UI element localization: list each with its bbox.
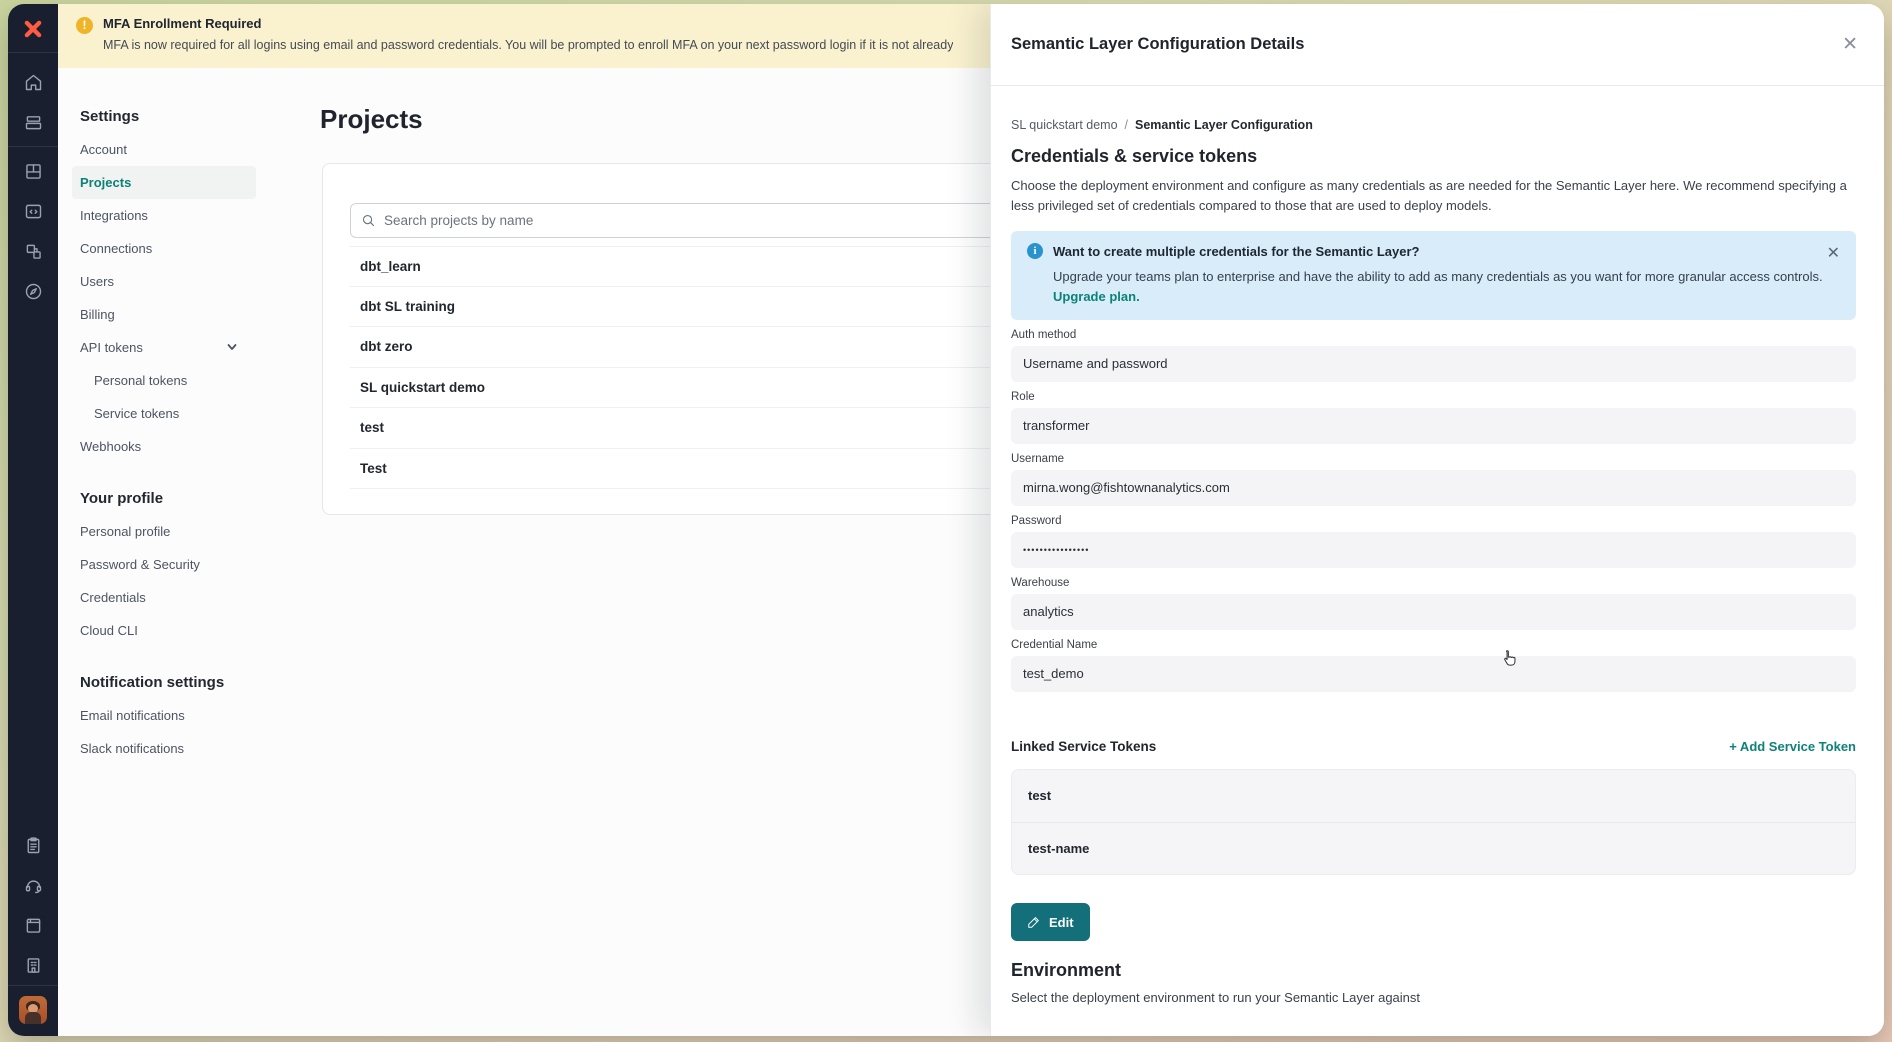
clipboard-icon[interactable]: [8, 825, 58, 865]
banner-title: MFA Enrollment Required: [103, 16, 262, 31]
sidebar-item-password-security[interactable]: Password & Security: [80, 557, 200, 572]
sidebar-item-billing[interactable]: Billing: [80, 307, 115, 322]
sidebar-item-personal-tokens[interactable]: Personal tokens: [94, 373, 188, 388]
your-profile-heading: Your profile: [80, 490, 164, 507]
project-search[interactable]: [350, 203, 1050, 238]
breadcrumb: [1011, 118, 1856, 132]
sidebar-item-service-tokens[interactable]: Service tokens: [94, 406, 180, 421]
organization-icon[interactable]: [8, 945, 58, 985]
add-service-token-button[interactable]: + Add Service Token: [1729, 739, 1856, 754]
semantic-layer-panel: [990, 4, 1884, 1036]
field-label: Auth method: [1011, 329, 1077, 341]
warning-icon: !: [76, 17, 93, 34]
sidebar-item-credentials[interactable]: Credentials: [80, 590, 146, 605]
field-value: transformer: [1011, 408, 1856, 444]
sidebar-item-slack-notifications[interactable]: Slack notifications: [80, 741, 185, 756]
panel-body: [991, 86, 1884, 1036]
breadcrumb-current: Semantic Layer Configuration: [1135, 118, 1313, 132]
field-label: Username: [1011, 453, 1065, 465]
panel-header: [991, 4, 1884, 86]
notification-settings-heading: Notification settings: [80, 674, 225, 691]
docs-icon[interactable]: [8, 905, 58, 945]
settings-nav: [80, 100, 256, 765]
field-label: Warehouse: [1011, 577, 1070, 589]
project-row[interactable]: dbt SL training: [350, 287, 1174, 328]
explore-icon[interactable]: [8, 271, 58, 311]
service-tokens-list: [1011, 769, 1856, 875]
info-icon: i: [1027, 243, 1043, 259]
panel-title: Semantic Layer Configuration Details: [1011, 35, 1305, 53]
search-input[interactable]: [384, 213, 1039, 228]
info-title: Want to create multiple credentials for the Semantic Layer?: [1053, 243, 1420, 259]
info-body-text: Upgrade your teams plan to enterprise and have the ability to add as many credentials as you want for more granular access controls.: [1053, 269, 1823, 284]
section-description: Choose the deployment environment and configure as many credentials as are needed for the Semantic Layer here. We recommend specifying a less privileged set of credentials compared to those that are used to deploy models.: [1011, 178, 1847, 213]
field-password: [1011, 515, 1856, 568]
field-value: test_demo: [1011, 656, 1856, 692]
environment-description: Select the deployment environment to run your Semantic Layer against: [1011, 990, 1421, 1005]
edit-button[interactable]: [1011, 903, 1090, 941]
rail-divider: [8, 985, 58, 986]
dbt-logo[interactable]: [16, 12, 50, 46]
project-row[interactable]: Test: [350, 449, 1174, 490]
deploy-icon[interactable]: [8, 102, 58, 142]
develop-icon[interactable]: [8, 191, 58, 231]
info-body: [1053, 267, 1840, 306]
home-icon[interactable]: [8, 62, 58, 102]
projects-icon[interactable]: [8, 231, 58, 271]
upgrade-plan-link[interactable]: Upgrade plan.: [1053, 288, 1140, 304]
field-value: Username and password: [1011, 346, 1856, 382]
banner-message: MFA is now required for all logins using email and password credentials. You will be prompted to enroll MFA on your next password login if it is not already: [103, 38, 954, 52]
field-value: ••••••••••••••••: [1011, 532, 1856, 568]
service-token-row[interactable]: test-name: [1012, 822, 1855, 874]
rail-divider: [8, 52, 58, 53]
sidebar-item-email-notifications[interactable]: Email notifications: [80, 708, 185, 723]
sidebar-item-webhooks[interactable]: Webhooks: [80, 439, 142, 454]
search-icon: [361, 213, 376, 228]
project-row[interactable]: dbt zero: [350, 327, 1174, 368]
rail-divider: [8, 146, 58, 147]
field-label: Credential Name: [1011, 639, 1098, 651]
sidebar-item-connections[interactable]: Connections: [80, 241, 153, 256]
project-row[interactable]: dbt_learn: [350, 246, 1174, 287]
sidebar-item-projects[interactable]: Projects: [72, 166, 256, 199]
field-auth-method: [1011, 329, 1856, 382]
field-value: analytics: [1011, 594, 1856, 630]
api-tokens-label: API tokens: [80, 340, 143, 355]
sidebar-item-account[interactable]: Account: [80, 142, 127, 157]
sidebar-item-api-tokens[interactable]: [80, 331, 256, 364]
app-rail: [8, 4, 58, 1036]
app-window: [8, 4, 1884, 1036]
sidebar-item-cloud-cli[interactable]: Cloud CLI: [80, 623, 138, 638]
user-avatar[interactable]: [19, 996, 47, 1024]
project-row[interactable]: test: [350, 408, 1174, 449]
sidebar-item-users[interactable]: Users: [80, 274, 114, 289]
settings-heading: Settings: [80, 108, 140, 125]
field-label: Role: [1011, 391, 1035, 403]
sidebar-item-personal-profile[interactable]: Personal profile: [80, 524, 171, 539]
close-icon[interactable]: ✕: [1826, 245, 1840, 262]
section-title: Credentials & service tokens: [1011, 146, 1258, 166]
breadcrumb-separator: /: [1124, 118, 1129, 132]
edit-button-label: Edit: [1049, 914, 1074, 930]
upgrade-info-alert: [1011, 231, 1856, 320]
service-token-row[interactable]: test: [1028, 788, 1052, 803]
sidebar-item-integrations[interactable]: Integrations: [80, 208, 148, 223]
field-label: Password: [1011, 515, 1062, 527]
linked-service-tokens-heading: Linked Service Tokens: [1011, 739, 1157, 754]
field-credential-name: [1011, 639, 1856, 692]
environment-title: Environment: [1011, 960, 1122, 980]
field-username: [1011, 453, 1856, 506]
chevron-down-icon: [226, 341, 238, 353]
close-icon[interactable]: ✕: [1842, 34, 1858, 55]
field-value: mirna.wong@fishtownanalytics.com: [1011, 470, 1856, 506]
field-role: [1011, 391, 1856, 444]
project-row[interactable]: SL quickstart demo: [350, 368, 1174, 409]
breadcrumb-parent[interactable]: SL quickstart demo: [1011, 118, 1118, 132]
support-headset-icon[interactable]: [8, 865, 58, 905]
pencil-icon: [1027, 915, 1041, 929]
dashboard-icon[interactable]: [8, 151, 58, 191]
field-warehouse: [1011, 577, 1856, 630]
page-title: Projects: [320, 104, 423, 134]
